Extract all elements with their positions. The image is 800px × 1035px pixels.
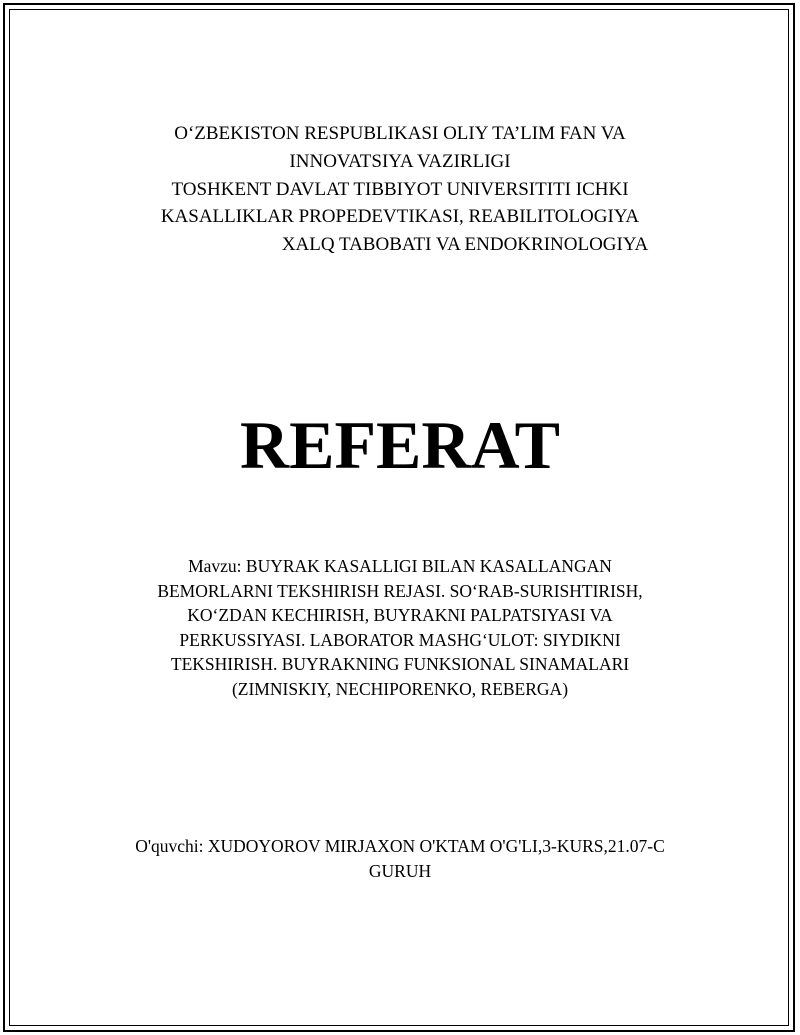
topic-line-1: Mavzu: BUYRAK KASALLIGI BILAN KASALLANGAN	[188, 556, 612, 576]
header-line-3: TOSHKENT DAVLAT TIBBIYOT UNIVERSITITI ICHKI	[171, 179, 629, 200]
topic-line-6: (ZIMNISKIY, NECHIPORENKO, REBERGA)	[231, 678, 569, 699]
topic-line-5: TEKSHIRISH. BUYRAKNING FUNKSIONAL SINAMALARI	[170, 654, 630, 674]
student-block	[0, 834, 800, 884]
header-line-2: INNOVATSIYA VAZIRLIGI	[289, 151, 511, 172]
student-line-2: GURUH	[368, 861, 432, 881]
header-line-4: KASALLIKLAR PROPEDEVTIKASI, REABILITOLOGIYA	[160, 206, 640, 227]
topic-line-4: PERKUSSIYASI. LABORATOR MASHG‘ULOT: SIYDIKNI	[179, 629, 621, 650]
header-line-1: O‘ZBEKISTON RESPUBLIKASI OLIY TA’LIM FAN VA	[174, 123, 626, 144]
topic-line-2: BEMORLARNI TEKSHIRISH REJASI. SO‘RAB-SURISHTIRISH,	[157, 580, 643, 601]
document-title: REFERAT	[240, 407, 560, 483]
topic-line-3: KO‘ZDAN KECHIRISH, BUYRAKNI PALPATSIYASI VA	[187, 605, 613, 625]
topic-block	[0, 554, 800, 701]
student-line-1: O'quvchi: XUDOYOROV MIRJAXON O'KTAM O'G'LI,3-KURS,21.07-C	[135, 836, 665, 856]
header-line-5: XALQ TABOBATI VA ENDOKRINOLOGIYA	[281, 234, 649, 255]
